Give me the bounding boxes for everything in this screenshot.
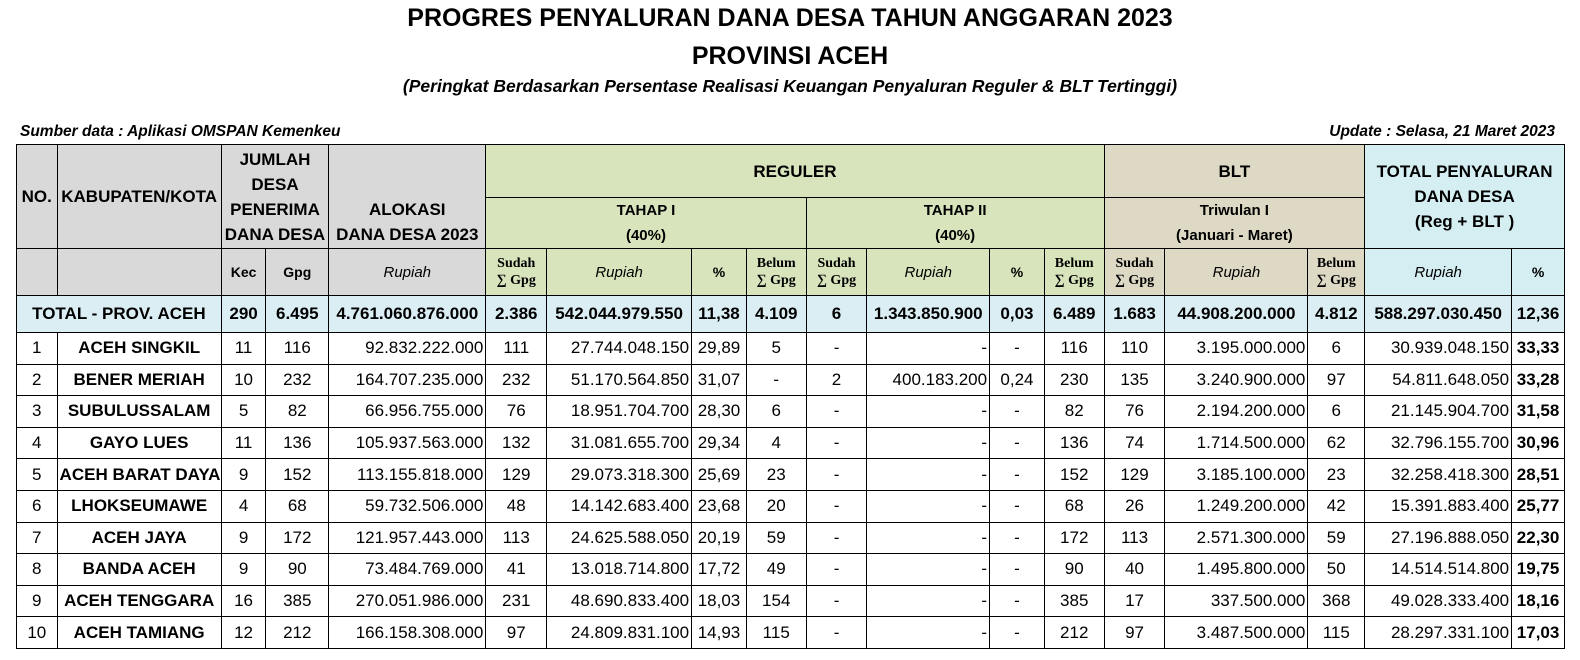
table-cell: 10 — [221, 364, 266, 396]
table-cell: 164.707.235.000 — [329, 364, 486, 396]
table-cell: 31,07 — [692, 364, 747, 396]
table-cell: 23 — [1308, 459, 1365, 491]
table-cell: 5 — [221, 396, 266, 428]
table-cell: 113 — [486, 522, 547, 554]
table-cell: 28.297.331.100 — [1365, 617, 1512, 649]
table-cell: 90 — [266, 554, 329, 586]
table-cell: 17 — [1104, 585, 1165, 617]
table-cell: 24.625.588.050 — [547, 522, 692, 554]
kabupaten-name: BENER MERIAH — [57, 364, 221, 396]
table-cell: 33,33 — [1512, 333, 1565, 365]
kabupaten-name: BANDA ACEH — [57, 554, 221, 586]
header-total-penyaluran: TOTAL PENYALURAN DANA DESA (Reg + BLT ) — [1365, 145, 1565, 249]
table-cell: 16 — [221, 585, 266, 617]
table-cell: - — [867, 459, 990, 491]
table-cell: - — [867, 522, 990, 554]
table-cell: - — [990, 554, 1045, 586]
header-sudah-t2: Sudah ∑ Gpg — [806, 249, 867, 296]
header-belum-blt: Belum ∑ Gpg — [1308, 249, 1365, 296]
table-cell: 116 — [266, 333, 329, 365]
header-kabupaten: KABUPATEN/KOTA — [57, 145, 221, 249]
table-cell: 6 — [1308, 396, 1365, 428]
table-cell: 30,96 — [1512, 427, 1565, 459]
table-row — [17, 522, 1565, 554]
table-cell: 11 — [221, 333, 266, 365]
header-pct-total: % — [1512, 249, 1565, 296]
kabupaten-name: LHOKSEUMAWE — [57, 490, 221, 522]
distribution-table — [16, 144, 1565, 649]
table-cell: 212 — [266, 617, 329, 649]
table-cell: 42 — [1308, 490, 1365, 522]
table-cell: 31,58 — [1512, 396, 1565, 428]
table-cell: - — [806, 522, 867, 554]
table-cell: 110 — [1104, 333, 1165, 365]
table-cell: 385 — [1044, 585, 1104, 617]
table-cell: 4 — [17, 427, 58, 459]
table-cell: - — [990, 522, 1045, 554]
table-cell: 82 — [1044, 396, 1104, 428]
table-cell: 1 — [17, 333, 58, 365]
table-cell: 2.194.200.000 — [1165, 396, 1308, 428]
table-cell: 13.018.714.800 — [547, 554, 692, 586]
header-pct-t1: % — [692, 249, 747, 296]
table-cell: 212 — [1044, 617, 1104, 649]
table-cell: 18.951.704.700 — [547, 396, 692, 428]
table-cell: - — [867, 333, 990, 365]
kabupaten-name: ACEH TAMIANG — [57, 617, 221, 649]
table-cell: - — [990, 427, 1045, 459]
table-cell: 29.073.318.300 — [547, 459, 692, 491]
header-jumlah-desa: JUMLAH DESA PENERIMA DANA DESA — [221, 145, 328, 249]
table-cell: 21.145.904.700 — [1365, 396, 1512, 428]
table-cell: - — [867, 585, 990, 617]
table-cell: 6 — [1308, 333, 1365, 365]
data-source: Sumber data : Aplikasi OMSPAN Kemenkeu — [20, 123, 341, 140]
table-cell: 136 — [1044, 427, 1104, 459]
table-cell: 22,30 — [1512, 522, 1565, 554]
header-tahap-2: TAHAP II (40%) — [806, 198, 1104, 249]
table-row — [17, 554, 1565, 586]
table-cell: 400.183.200 — [867, 364, 990, 396]
header-gpg: Gpg — [266, 249, 329, 296]
table-cell: 368 — [1308, 585, 1365, 617]
table-cell: 32.796.155.700 — [1365, 427, 1512, 459]
table-cell: 76 — [1104, 396, 1165, 428]
table-cell: - — [990, 459, 1045, 491]
table-cell: 0,24 — [990, 364, 1045, 396]
table-row — [17, 585, 1565, 617]
province-title: PROVINSI ACEH — [691, 42, 889, 70]
table-cell: 3.487.500.000 — [1165, 617, 1308, 649]
table-cell: 51.170.564.850 — [547, 364, 692, 396]
table-cell: 113 — [1104, 522, 1165, 554]
table-cell: - — [867, 490, 990, 522]
table-cell: 28,30 — [692, 396, 747, 428]
table-cell: 68 — [1044, 490, 1104, 522]
table-cell: - — [746, 364, 806, 396]
header-no: NO. — [17, 145, 58, 249]
table-cell: 49 — [746, 554, 806, 586]
header-belum-t1: Belum ∑ Gpg — [746, 249, 806, 296]
table-cell: 3 — [17, 396, 58, 428]
table-cell: 121.957.443.000 — [329, 522, 486, 554]
table-cell: 18,03 — [692, 585, 747, 617]
table-cell: 23 — [746, 459, 806, 491]
table-row — [17, 364, 1565, 396]
update-date: Update : Selasa, 21 Maret 2023 — [1329, 123, 1555, 140]
table-cell: 172 — [1044, 522, 1104, 554]
table-cell: 105.937.563.000 — [329, 427, 486, 459]
table-cell: - — [806, 333, 867, 365]
total-label: TOTAL - PROV. ACEH — [17, 296, 222, 333]
table-cell: 41 — [486, 554, 547, 586]
table-cell: - — [867, 396, 990, 428]
table-cell: 14.142.683.400 — [547, 490, 692, 522]
total-row: TOTAL - PROV. ACEH 290 6.495 4.761.060.876.000 2.386 542.044.979.550 11,38 4.109 6 1.343.850.900 0,03 6.489 1.683 44.908.200.000 4.812 588.297.030.450 12,36 — [17, 296, 1565, 333]
table-cell: 48.690.833.400 — [547, 585, 692, 617]
table-cell: 59 — [1308, 522, 1365, 554]
table-cell: 166.158.308.000 — [329, 617, 486, 649]
table-cell: - — [806, 459, 867, 491]
header-rupiah-t2: Rupiah — [867, 249, 990, 296]
table-cell: 30.939.048.150 — [1365, 333, 1512, 365]
table-cell: 97 — [1104, 617, 1165, 649]
table-cell: - — [990, 617, 1045, 649]
table-cell: 231 — [486, 585, 547, 617]
table-cell: 27.744.048.150 — [547, 333, 692, 365]
table-cell: 23,68 — [692, 490, 747, 522]
table-cell: 90 — [1044, 554, 1104, 586]
table-row — [17, 459, 1565, 491]
table-cell: 3.240.900.000 — [1165, 364, 1308, 396]
table-cell: 50 — [1308, 554, 1365, 586]
table-cell: 59.732.506.000 — [329, 490, 486, 522]
table-cell: 9 — [221, 459, 266, 491]
table-cell: 14.514.514.800 — [1365, 554, 1512, 586]
header-sudah-t1: Sudah ∑ Gpg — [486, 249, 547, 296]
table-cell: 6 — [17, 490, 58, 522]
table-cell: 11 — [221, 427, 266, 459]
table-cell: 4 — [221, 490, 266, 522]
report-title: PROGRES PENYALURAN DANA DESA TAHUN ANGGARAN 2023 — [407, 4, 1173, 32]
table-cell: 74 — [1104, 427, 1165, 459]
kabupaten-name: SUBULUSSALAM — [57, 396, 221, 428]
table-cell: 49.028.333.400 — [1365, 585, 1512, 617]
table-cell: - — [990, 396, 1045, 428]
table-cell: 132 — [486, 427, 547, 459]
table-cell: 111 — [486, 333, 547, 365]
table-cell: - — [806, 396, 867, 428]
table-cell: 73.484.769.000 — [329, 554, 486, 586]
table-cell: 115 — [746, 617, 806, 649]
table-cell: 68 — [266, 490, 329, 522]
kabupaten-name: ACEH SINGKIL — [57, 333, 221, 365]
header-triwulan-1: Triwulan I (Januari - Maret) — [1104, 198, 1365, 249]
table-cell: 5 — [17, 459, 58, 491]
table-cell: 97 — [1308, 364, 1365, 396]
table-cell: 14,93 — [692, 617, 747, 649]
kabupaten-name: ACEH JAYA — [57, 522, 221, 554]
table-cell: 6 — [746, 396, 806, 428]
table-cell: - — [806, 554, 867, 586]
table-cell: 1.714.500.000 — [1165, 427, 1308, 459]
table-cell: 152 — [266, 459, 329, 491]
table-cell: 129 — [486, 459, 547, 491]
table-cell: - — [990, 333, 1045, 365]
table-cell: 4 — [746, 427, 806, 459]
table-cell: 25,77 — [1512, 490, 1565, 522]
header-rupiah-total: Rupiah — [1365, 249, 1512, 296]
table-cell: 8 — [17, 554, 58, 586]
table-cell: 3.185.100.000 — [1165, 459, 1308, 491]
table-cell: 152 — [1044, 459, 1104, 491]
table-cell: 92.832.222.000 — [329, 333, 486, 365]
table-cell: 10 — [17, 617, 58, 649]
table-cell: - — [806, 585, 867, 617]
table-cell: 136 — [266, 427, 329, 459]
table-cell: 113.155.818.000 — [329, 459, 486, 491]
table-row — [17, 617, 1565, 649]
table-cell: 20,19 — [692, 522, 747, 554]
table-cell: 385 — [266, 585, 329, 617]
table-cell: 18,16 — [1512, 585, 1565, 617]
table-cell: 31.081.655.700 — [547, 427, 692, 459]
table-cell: 76 — [486, 396, 547, 428]
table-cell: 82 — [266, 396, 329, 428]
table-cell: 230 — [1044, 364, 1104, 396]
table-cell: - — [806, 490, 867, 522]
table-cell: 1.495.800.000 — [1165, 554, 1308, 586]
table-row — [17, 333, 1565, 365]
table-cell: 129 — [1104, 459, 1165, 491]
table-cell: 2 — [806, 364, 867, 396]
table-cell: 27.196.888.050 — [1365, 522, 1512, 554]
table-cell: 17,03 — [1512, 617, 1565, 649]
table-cell: 154 — [746, 585, 806, 617]
table-cell: 25,69 — [692, 459, 747, 491]
table-row — [17, 396, 1565, 428]
table-cell: 232 — [266, 364, 329, 396]
table-cell: 17,72 — [692, 554, 747, 586]
table-cell: - — [990, 490, 1045, 522]
table-cell: - — [990, 585, 1045, 617]
table-cell: 66.956.755.000 — [329, 396, 486, 428]
table-cell: 59 — [746, 522, 806, 554]
table-cell: 20 — [746, 490, 806, 522]
table-cell: 2 — [17, 364, 58, 396]
table-cell: 135 — [1104, 364, 1165, 396]
table-cell: 337.500.000 — [1165, 585, 1308, 617]
table-cell: 28,51 — [1512, 459, 1565, 491]
table-cell: 29,89 — [692, 333, 747, 365]
table-cell: 12 — [221, 617, 266, 649]
table-cell: 2.571.300.000 — [1165, 522, 1308, 554]
header-rupiah-t1: Rupiah — [547, 249, 692, 296]
header-blt: BLT — [1104, 145, 1365, 198]
table-cell: 29,34 — [692, 427, 747, 459]
table-cell: 40 — [1104, 554, 1165, 586]
table-cell: - — [867, 617, 990, 649]
table-cell: 9 — [17, 585, 58, 617]
table-cell: 48 — [486, 490, 547, 522]
table-cell: - — [867, 554, 990, 586]
header-kec: Kec — [221, 249, 266, 296]
header-alokasi: ALOKASI DANA DESA 2023 — [329, 145, 486, 249]
table-cell: 3.195.000.000 — [1165, 333, 1308, 365]
table-cell: 116 — [1044, 333, 1104, 365]
table-cell: 115 — [1308, 617, 1365, 649]
table-cell: - — [867, 427, 990, 459]
kabupaten-name: ACEH TENGGARA — [57, 585, 221, 617]
table-cell: 24.809.831.100 — [547, 617, 692, 649]
table-cell: 15.391.883.400 — [1365, 490, 1512, 522]
header-belum-t2: Belum ∑ Gpg — [1044, 249, 1104, 296]
table-cell: 26 — [1104, 490, 1165, 522]
header-reguler: REGULER — [486, 145, 1104, 198]
header-rupiah-blt: Rupiah — [1165, 249, 1308, 296]
kabupaten-name: ACEH BARAT DAYA — [57, 459, 221, 491]
table-cell: 32.258.418.300 — [1365, 459, 1512, 491]
report-subtitle: (Peringkat Berdasarkan Persentase Realisasi Keuangan Penyaluran Reguler & BLT Tertinggi) — [402, 76, 1178, 96]
table-cell: 9 — [221, 554, 266, 586]
table-cell: 19,75 — [1512, 554, 1565, 586]
table-cell: 1.249.200.000 — [1165, 490, 1308, 522]
kabupaten-name: GAYO LUES — [57, 427, 221, 459]
table-cell: - — [806, 427, 867, 459]
header-sudah-blt: Sudah ∑ Gpg — [1104, 249, 1165, 296]
header-tahap-1: TAHAP I (40%) — [486, 198, 806, 249]
table-cell: 54.811.648.050 — [1365, 364, 1512, 396]
table-cell: 5 — [746, 333, 806, 365]
table-cell: 9 — [221, 522, 266, 554]
table-cell: 33,28 — [1512, 364, 1565, 396]
table-cell: 270.051.986.000 — [329, 585, 486, 617]
table-cell: 7 — [17, 522, 58, 554]
table-cell: 97 — [486, 617, 547, 649]
table-cell: 62 — [1308, 427, 1365, 459]
table-row — [17, 427, 1565, 459]
header-rupiah-alokasi: Rupiah — [329, 249, 486, 296]
table-cell: 172 — [266, 522, 329, 554]
table-cell: - — [806, 617, 867, 649]
header-pct-t2: % — [990, 249, 1045, 296]
table-row — [17, 490, 1565, 522]
table-cell: 232 — [486, 364, 547, 396]
